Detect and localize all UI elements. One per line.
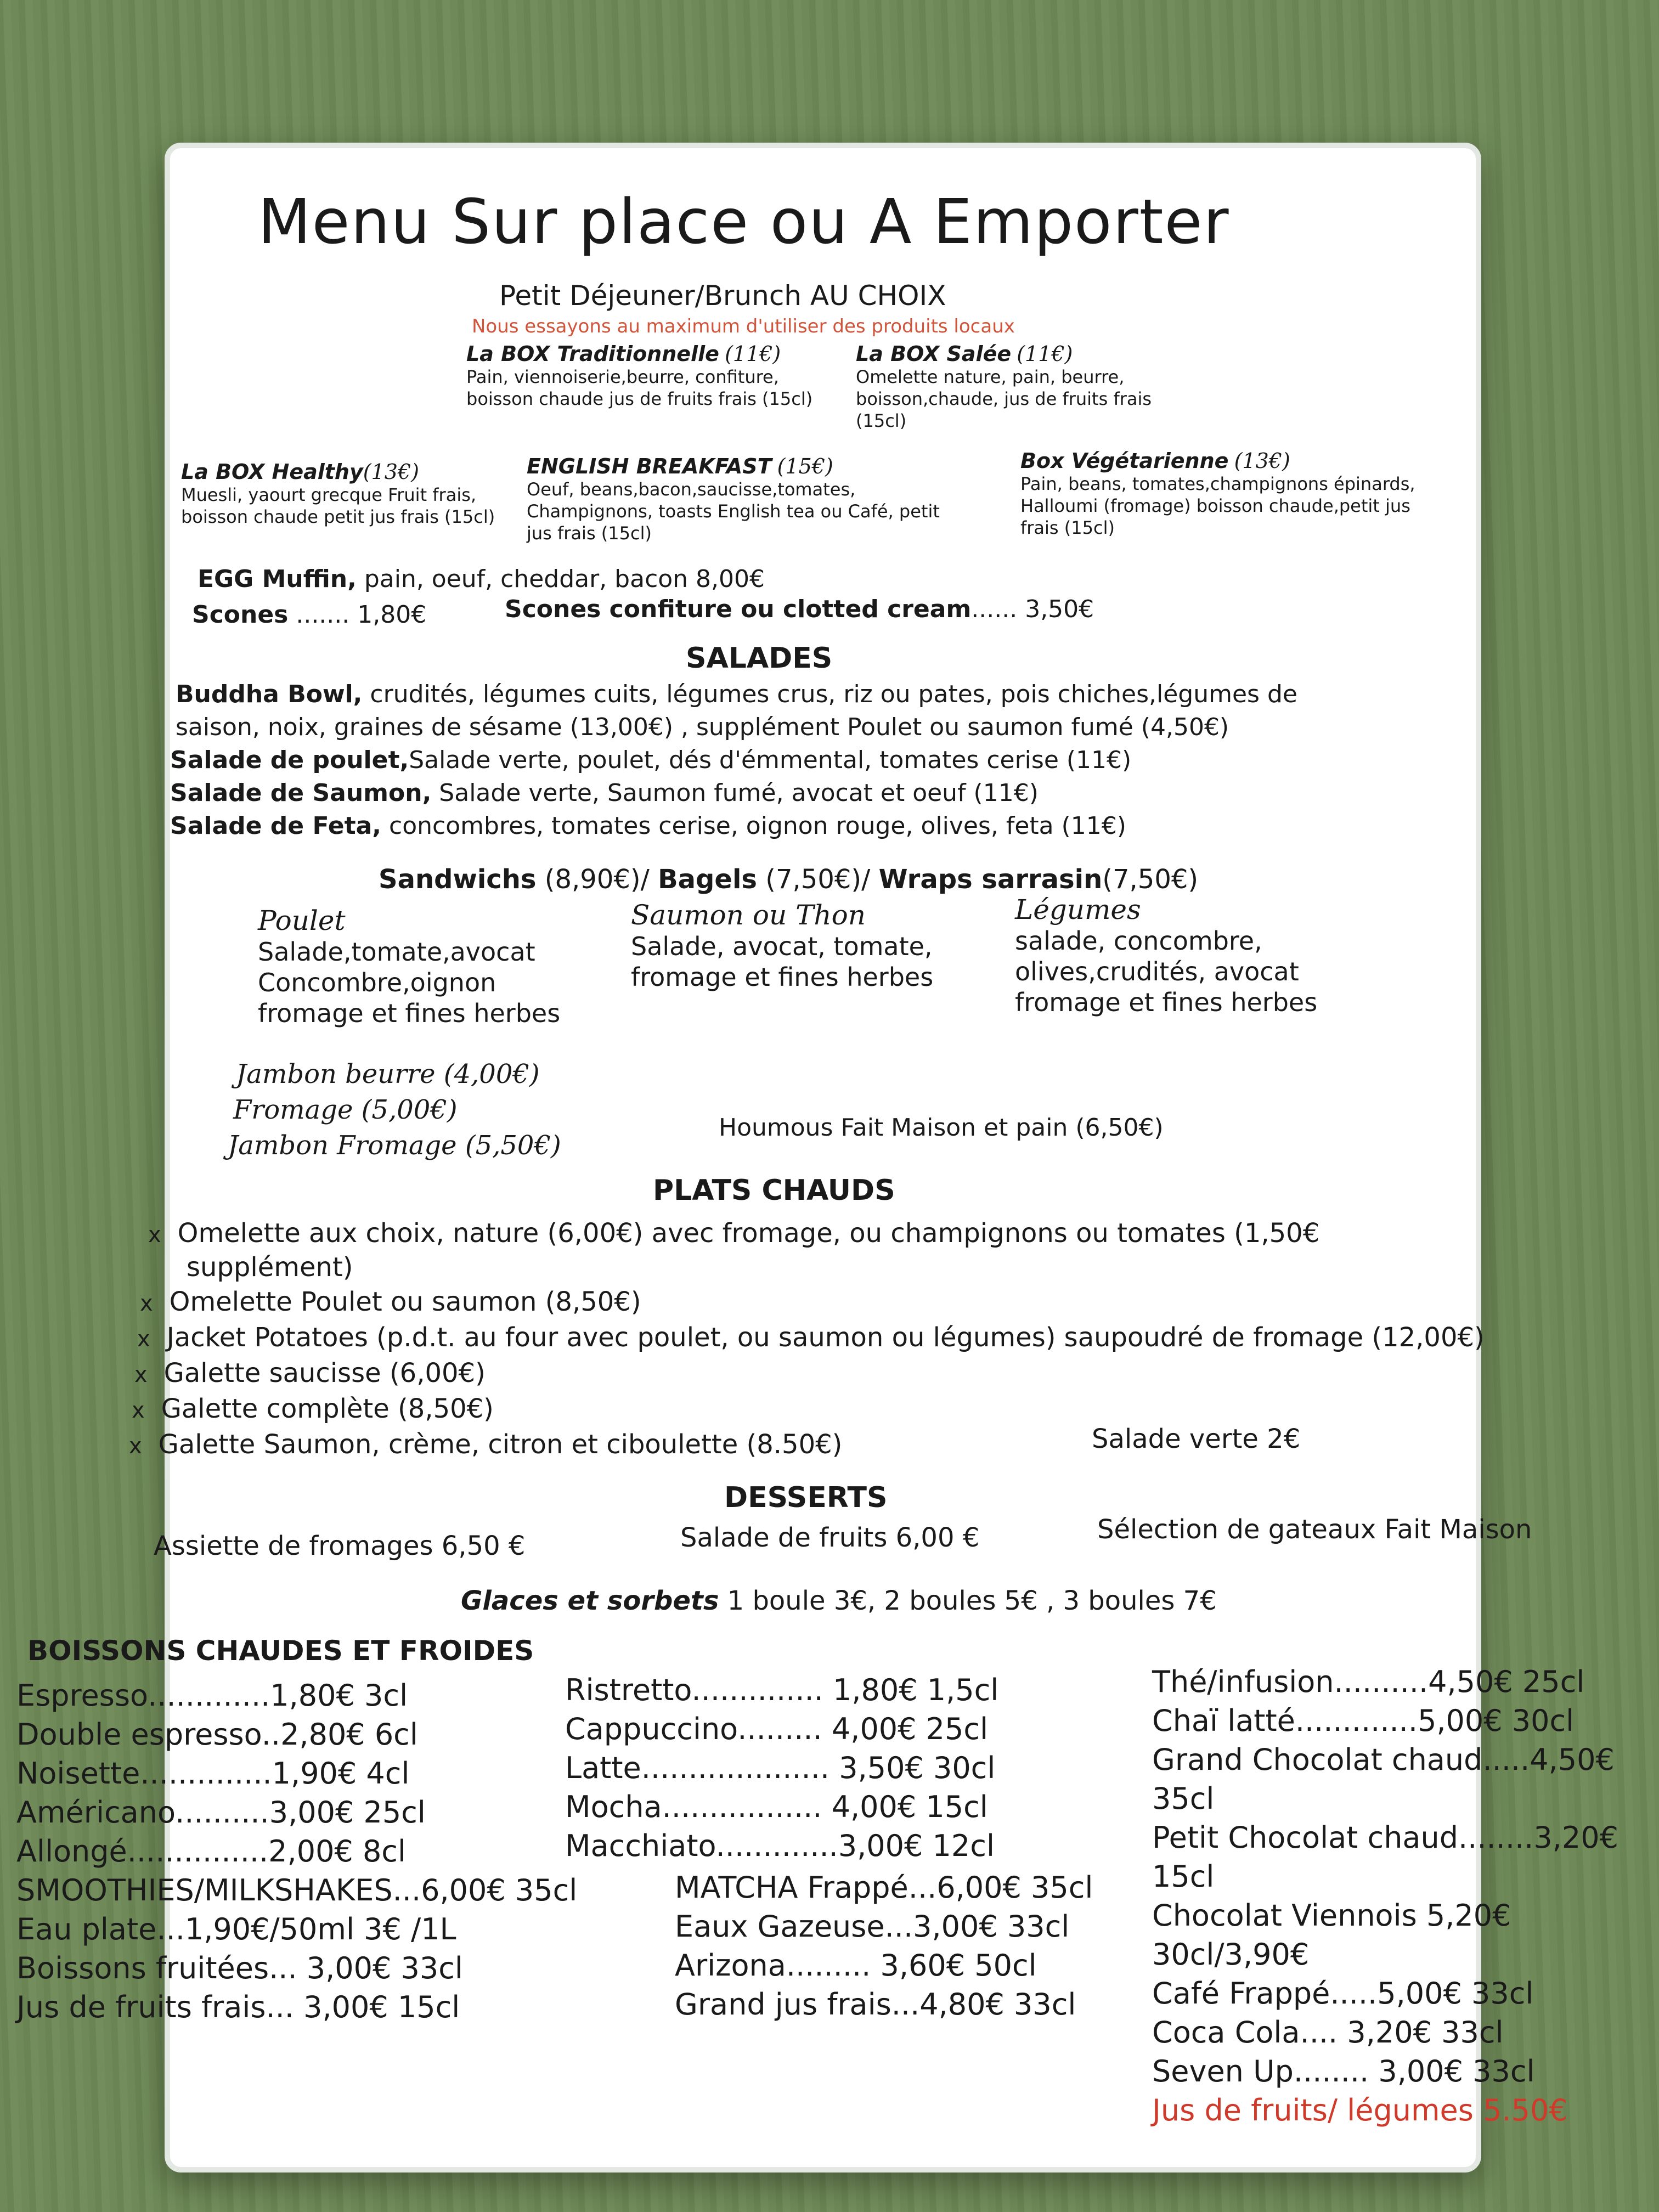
salade-item (170, 812, 1126, 840)
drink-item: Café Frappé.....5,00€ 33cl (1152, 1976, 1534, 2011)
drink-item: Coca Cola.... 3,20€ 33cl (1152, 2015, 1504, 2050)
bullet-mark: x (140, 1291, 153, 1316)
plat-item (137, 1322, 1485, 1353)
drink-item: Grand jus frais...4,80€ 33cl (675, 1987, 1076, 2022)
plat-text: supplément) (187, 1252, 353, 1283)
item-name: Scones (192, 601, 289, 629)
houmous: Houmous Fait Maison et pain (6,50€) (719, 1114, 1164, 1142)
drink-item: Double espresso..2,80€ 6cl (16, 1717, 418, 1752)
sandwich-legumes (1015, 894, 1399, 1018)
sandwichs-price: (8,90€)/ (544, 864, 650, 895)
egg-muffin (198, 565, 765, 593)
box-desc: Muesli, yaourt grecque Fruit frais, boisson chaude petit jus frais (15cl) (181, 484, 495, 527)
drink-item: Arizona......... 3,60€ 50cl (675, 1948, 1037, 1983)
box-desc: Pain, viennoiserie,beurre, confiture, boisson chaude jus de fruits frais (15cl) (466, 366, 813, 409)
drink-item: MATCHA Frappé...6,00€ 35cl (675, 1870, 1093, 1905)
salade-item (170, 746, 1131, 774)
sandwichs-label: Sandwichs (379, 864, 537, 895)
dessert-item: Assiette de fromages 6,50 € (154, 1531, 526, 1561)
menu-title: Menu Sur place ou A Emporter (258, 187, 1230, 258)
drink-item: Latte.................... 3,50€ 30cl (565, 1751, 996, 1785)
box-price: (11€) (1017, 342, 1073, 366)
drink-item: Espresso.............1,80€ 3cl (16, 1678, 408, 1713)
item-desc: crudités, légumes cuits, légumes crus, riz ou pates, pois chiches,légumes de (370, 680, 1297, 708)
drink-item: Allongé...............2,00€ 8cl (16, 1834, 406, 1869)
salade-verte: Salade verte 2€ (1092, 1424, 1301, 1454)
sandwich-desc: salade, concombre, olives,crudités, avocat fromage et fines herbes (1015, 926, 1318, 1017)
box-name: ENGLISH BREAKFAST (527, 454, 772, 478)
boissons-heading: BOISSONS CHAUDES ET FROIDES (27, 1635, 534, 1667)
bullet-mark: x (134, 1362, 148, 1387)
sandwich-title: Poulet (258, 905, 346, 936)
jambon-fromage: Jambon Fromage (5,50€) (228, 1130, 561, 1161)
glaces-sorbets (461, 1585, 1217, 1616)
plat-text: Galette complète (8,50€) (161, 1393, 494, 1424)
scones (192, 601, 426, 629)
plat-text: Jacket Potatoes (p.d.t. au four avec poulet, ou saumon ou légumes) saupoudré de fromage (12,00€) (166, 1322, 1485, 1353)
box-name: La BOX Salée (856, 342, 1012, 366)
drink-item: Boissons fruitées... 3,00€ 33cl (16, 1951, 463, 1985)
sandwich-title: Saumon ou Thon (631, 899, 866, 931)
plat-text: Galette saucisse (6,00€) (163, 1358, 486, 1389)
boissons-col-2b (675, 1868, 1141, 2024)
salade-item (176, 680, 1297, 708)
glaces-label: Glaces et sorbets (461, 1585, 719, 1616)
bagels-price: (7,50€)/ (765, 864, 871, 895)
drink-item: Petit Chocolat chaud........3,20€ 15cl (1152, 1820, 1618, 1894)
fromage-sandwich: Fromage (5,00€) (233, 1094, 458, 1125)
box-price: (15€) (777, 454, 833, 478)
item-price: ....... 1,80€ (296, 601, 427, 629)
item-name: Salade de poulet, (170, 746, 409, 774)
drink-item: Eaux Gazeuse...3,00€ 33cl (675, 1909, 1070, 1944)
wraps-price: (7,50€) (1102, 864, 1199, 895)
item-desc: Salade verte, poulet, dés d'émmental, tomates cerise (11€) (409, 746, 1132, 774)
plat-item (140, 1286, 641, 1317)
boissons-col-2 (565, 1671, 1031, 1865)
box-traditionnelle (466, 343, 850, 410)
dessert-item: Salade de fruits 6,00 € (680, 1522, 980, 1553)
plat-item (187, 1252, 353, 1283)
dessert-item: Sélection de gateaux Fait Maison (1097, 1514, 1532, 1545)
sandwich-title: Légumes (1015, 894, 1141, 926)
box-desc: Oeuf, beans,bacon,saucisse,tomates, Champignons, toasts English tea ou Café, petit jus frais (15cl) (527, 479, 940, 544)
item-price: ...... 3,50€ (971, 595, 1094, 623)
item-desc: concombres, tomates cerise, oignon rouge, olives, feta (11€) (389, 812, 1126, 840)
plat-text: Omelette Poulet ou saumon (8,50€) (169, 1286, 641, 1317)
bullet-mark: x (129, 1434, 142, 1459)
plat-item (148, 1218, 1319, 1249)
glaces-prices: 1 boule 3€, 2 boules 5€ , 3 boules 7€ (727, 1585, 1217, 1616)
box-desc: Omelette nature, pain, beurre, boisson,chaude, jus de fruits frais (15cl) (856, 366, 1152, 431)
item-name: Buddha Bowl, (176, 680, 363, 708)
drink-item: Jus de fruits frais... 3,00€ 15cl (16, 1990, 460, 2024)
drink-item: Mocha................. 4,00€ 15cl (565, 1790, 988, 1824)
plat-item (132, 1393, 494, 1424)
drink-item: SMOOTHIES/MILKSHAKES...6,00€ 35cl (16, 1873, 578, 1908)
box-salee (856, 343, 1207, 432)
item-name: EGG Muffin, (198, 565, 357, 593)
item-name: Scones confiture ou clotted cream (505, 595, 972, 623)
drink-item: Macchiato.............3,00€ 12cl (565, 1829, 995, 1863)
box-name: Box Végétarienne (1020, 449, 1229, 473)
box-price: (13€) (1234, 449, 1290, 473)
salade-item (176, 713, 1229, 741)
plat-text: Galette Saumon, crème, citron et ciboulette (8.50€) (158, 1429, 843, 1460)
plat-item (134, 1358, 486, 1389)
desserts-heading: DESSERTS (724, 1481, 888, 1514)
plat-text: Omelette aux choix, nature (6,00€) avec fromage, ou champignons ou tomates (1,50€ (177, 1218, 1320, 1249)
scones-confiture (505, 595, 1094, 623)
boissons-col-1 (16, 1676, 620, 2027)
jus-legumes: Jus de fruits/ légumes 5.50€ (1152, 2093, 1568, 2128)
menu-sheet (16, 143, 1618, 2172)
bullet-mark: x (148, 1222, 161, 1248)
drink-item: Chaï latté.............5,00€ 30cl (1152, 1703, 1575, 1738)
bullet-mark: x (132, 1398, 145, 1423)
item-desc: saison, noix, graines de sésame (13,00€) , supplément Poulet ou saumon fumé (4,50€) (176, 713, 1229, 741)
bagels-label: Bagels (658, 864, 757, 895)
box-english-breakfast (527, 455, 966, 544)
box-vegetarienne (1020, 450, 1437, 539)
sandwich-saumon (631, 900, 971, 992)
drink-item: Noisette..............1,90€ 4cl (16, 1756, 410, 1791)
drink-item: Chocolat Viennois 5,20€ 30cl/3,90€ (1152, 1898, 1511, 1972)
drink-item: Eau plate...1,90€/50ml 3€ /1L (16, 1912, 456, 1946)
local-products-note: Nous essayons au maximum d'utiliser des produits locaux (472, 315, 1015, 337)
sandwich-poulet (258, 905, 609, 1029)
item-desc: pain, oeuf, cheddar, bacon 8,00€ (364, 565, 765, 593)
box-name: La BOX Healthy (181, 460, 363, 484)
brunch-heading: Petit Déjeuner/Brunch AU CHOIX (499, 280, 946, 312)
box-name: La BOX Traditionnelle (466, 342, 719, 366)
drink-item: Seven Up........ 3,00€ 33cl (1152, 2054, 1535, 2089)
drink-item: Cappuccino......... 4,00€ 25cl (565, 1712, 989, 1746)
plats-chauds-heading: PLATS CHAUDS (653, 1174, 895, 1207)
wraps-label: Wraps sarrasin (878, 864, 1103, 895)
sandwichs-heading (379, 864, 1198, 895)
boissons-col-3 (1152, 1662, 1646, 2130)
salade-item (170, 779, 1039, 807)
sandwich-desc: Salade,tomate,avocat Concombre,oignon fromage et fines herbes (258, 937, 561, 1028)
box-price: (11€) (725, 342, 781, 366)
box-healthy (181, 461, 532, 528)
salades-heading: SALADES (686, 642, 833, 675)
drink-item: Américano..........3,00€ 25cl (16, 1795, 426, 1830)
item-name: Salade de Saumon, (170, 779, 432, 807)
jambon-beurre: Jambon beurre (4,00€) (236, 1059, 540, 1090)
box-price: (13€) (363, 460, 419, 484)
item-name: Salade de Feta, (170, 812, 382, 840)
drink-item: Ristretto.............. 1,80€ 1,5cl (565, 1673, 999, 1707)
bullet-mark: x (137, 1327, 150, 1352)
item-desc: Salade verte, Saumon fumé, avocat et oeuf (11€) (439, 779, 1039, 807)
box-desc: Pain, beans, tomates,champignons épinards, Halloumi (fromage) boisson chaude,petit jus frais (15cl) (1020, 473, 1415, 538)
sandwich-desc: Salade, avocat, tomate, fromage et fines herbes (631, 932, 934, 992)
drink-item: Grand Chocolat chaud.....4,50€ 35cl (1152, 1742, 1615, 1816)
drink-item: Thé/infusion..........4,50€ 25cl (1152, 1664, 1585, 1699)
plat-item (129, 1429, 842, 1460)
